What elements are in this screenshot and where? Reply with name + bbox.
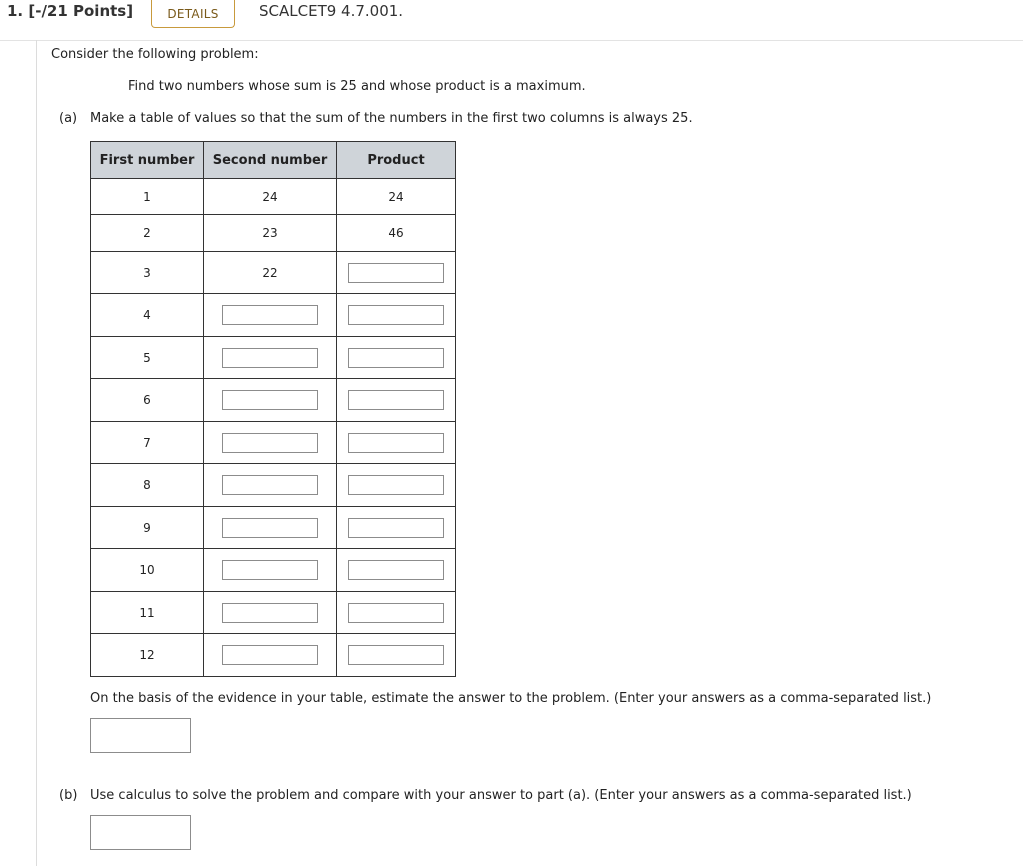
first-number-cell: 9 — [91, 507, 204, 549]
problem-id: SCALCET9 4.7.001. — [259, 2, 404, 20]
first-number-cell: 2 — [91, 215, 204, 252]
second-number-input[interactable] — [222, 603, 318, 623]
first-number-cell: 3 — [91, 252, 204, 294]
second-number-input[interactable] — [222, 390, 318, 410]
second-number-input[interactable] — [222, 433, 318, 453]
first-number-cell: 12 — [91, 634, 204, 677]
product-cell: 24 — [337, 179, 456, 215]
product-cell: 46 — [337, 215, 456, 252]
second-number-input[interactable] — [222, 518, 318, 538]
table-row — [91, 379, 456, 422]
table-body — [91, 179, 456, 677]
table-row — [91, 422, 456, 464]
first-number-cell: 6 — [91, 379, 204, 422]
product-cell — [337, 507, 456, 549]
part-b-label: (b) — [59, 788, 78, 803]
values-table — [90, 141, 456, 677]
product-input[interactable] — [348, 433, 444, 453]
second-number-cell — [204, 294, 337, 337]
product-input[interactable] — [348, 475, 444, 495]
first-number-cell: 5 — [91, 337, 204, 379]
second-number-input[interactable] — [222, 475, 318, 495]
table-row — [91, 464, 456, 507]
details-button[interactable]: DETAILS — [151, 0, 235, 28]
table-row — [91, 215, 456, 252]
problem-statement: Find two numbers whose sum is 25 and whose product is a maximum. — [128, 79, 586, 94]
first-number-cell: 7 — [91, 422, 204, 464]
table-row — [91, 507, 456, 549]
question-header — [0, 0, 1023, 41]
product-cell — [337, 337, 456, 379]
product-input[interactable] — [348, 518, 444, 538]
product-cell — [337, 549, 456, 592]
first-number-cell: 4 — [91, 294, 204, 337]
product-input[interactable] — [348, 305, 444, 325]
second-number-cell — [204, 337, 337, 379]
product-cell — [337, 592, 456, 634]
product-input[interactable] — [348, 348, 444, 368]
product-cell — [337, 294, 456, 337]
product-input[interactable] — [348, 603, 444, 623]
col-header-product: Product — [337, 142, 456, 179]
part-b-text: Use calculus to solve the problem and compare with your answer to part (a). (Enter your answers as a comma-separated list.) — [90, 788, 912, 803]
second-number-cell — [204, 634, 337, 677]
table-header-row — [91, 142, 456, 179]
table-row — [91, 294, 456, 337]
product-cell — [337, 379, 456, 422]
col-header-first: First number — [91, 142, 204, 179]
part-a-text: Make a table of values so that the sum of the numbers in the first two columns is always 25. — [90, 111, 693, 126]
product-cell — [337, 252, 456, 294]
table-row — [91, 634, 456, 677]
second-number-cell — [204, 422, 337, 464]
first-number-cell: 1 — [91, 179, 204, 215]
table-row — [91, 179, 456, 215]
table-row — [91, 592, 456, 634]
estimate-prompt: On the basis of the evidence in your table, estimate the answer to the problem. (Enter your answers as a comma-separated list.) — [90, 691, 932, 706]
second-number-cell — [204, 549, 337, 592]
second-number-input[interactable] — [222, 645, 318, 665]
second-number-cell — [204, 507, 337, 549]
product-cell — [337, 422, 456, 464]
table-row — [91, 252, 456, 294]
second-number-input[interactable] — [222, 305, 318, 325]
first-number-cell: 10 — [91, 549, 204, 592]
product-input[interactable] — [348, 263, 444, 283]
second-number-cell — [204, 592, 337, 634]
col-header-second: Second number — [204, 142, 337, 179]
second-number-cell: 23 — [204, 215, 337, 252]
table-row — [91, 549, 456, 592]
calculus-answer-input[interactable] — [90, 815, 191, 850]
question-points: 1. [-/21 Points] — [7, 2, 134, 20]
second-number-input[interactable] — [222, 348, 318, 368]
second-number-cell: 22 — [204, 252, 337, 294]
table-row — [91, 337, 456, 379]
product-input[interactable] — [348, 645, 444, 665]
second-number-cell: 24 — [204, 179, 337, 215]
second-number-cell — [204, 379, 337, 422]
first-number-cell: 11 — [91, 592, 204, 634]
intro-text: Consider the following problem: — [51, 47, 259, 62]
left-divider — [36, 40, 37, 866]
product-input[interactable] — [348, 390, 444, 410]
product-cell — [337, 634, 456, 677]
first-number-cell: 8 — [91, 464, 204, 507]
second-number-cell — [204, 464, 337, 507]
product-input[interactable] — [348, 560, 444, 580]
estimate-answer-input[interactable] — [90, 718, 191, 753]
second-number-input[interactable] — [222, 560, 318, 580]
product-cell — [337, 464, 456, 507]
part-a-label: (a) — [59, 111, 78, 126]
